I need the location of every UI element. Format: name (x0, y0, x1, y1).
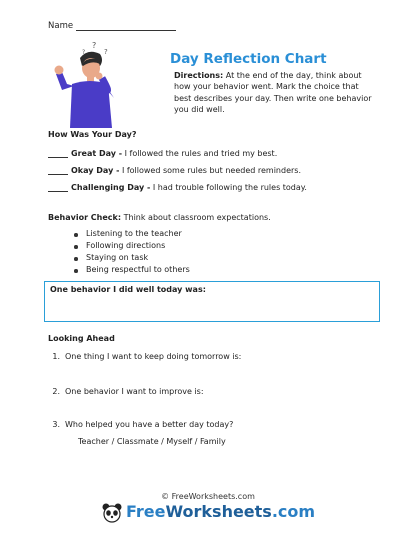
logo-suffix: .com (271, 502, 316, 521)
day-section-heading: How Was Your Day? (48, 130, 137, 139)
question-text: One thing I want to keep doing tomorrow is: (65, 352, 242, 361)
question-text: One behavior I want to improve is: (65, 387, 204, 396)
choice-great-day (48, 148, 277, 158)
name-line[interactable] (76, 21, 176, 31)
choice-title: Great Day - (71, 149, 123, 158)
directions-paragraph (174, 70, 374, 115)
thinking-boy-illustration (42, 38, 132, 130)
footer-url[interactable]: © FreeWorksheets.com (161, 492, 255, 501)
list-item: Staying on task (74, 252, 190, 264)
question-number: 3. (52, 420, 60, 429)
choice-title: Challenging Day - (71, 183, 151, 192)
question-1 (48, 352, 241, 361)
logo-free: Free (125, 502, 166, 521)
looking-ahead-heading: Looking Ahead (48, 334, 115, 343)
choice-blank[interactable] (48, 182, 68, 192)
logo-worksheets: Worksheets (165, 502, 272, 521)
choice-okay-day (48, 165, 301, 175)
list-item: Being respectful to others (74, 264, 190, 276)
list-item: Listening to the teacher (74, 228, 190, 240)
question-2 (48, 387, 204, 396)
svg-text:?: ? (92, 41, 97, 50)
behavior-check (48, 213, 271, 222)
behavior-check-text: Think about classroom expectations. (123, 213, 271, 222)
expectations-list (74, 228, 190, 276)
panda-icon (101, 503, 123, 523)
choice-desc: I followed the rules and tried my best. (124, 149, 278, 158)
list-item: Following directions (74, 240, 190, 252)
name-label: Name (48, 21, 74, 31)
directions-text: At the end of the day, think about how your behavior went. Mark the choice that best describes your day. Then write one behavior you did well. (174, 71, 372, 115)
choice-title: Okay Day - (71, 166, 120, 175)
svg-text:?: ? (104, 48, 108, 56)
directions-label: Directions: (174, 71, 224, 80)
choice-blank[interactable] (48, 148, 68, 158)
site-logo[interactable] (0, 502, 416, 523)
choice-desc: I followed some rules but needed reminders. (121, 166, 301, 175)
question-text: Who helped you have a better day today? (65, 420, 234, 429)
behavior-answer-label: One behavior I did well today was: (50, 285, 206, 294)
question-3 (48, 420, 233, 429)
question-number: 2. (52, 387, 60, 396)
page-title: Day Reflection Chart (170, 51, 327, 67)
choice-blank[interactable] (48, 165, 68, 175)
helper-options: Teacher / Classmate / Myself / Family (78, 437, 226, 446)
behavior-check-label: Behavior Check: (48, 213, 122, 222)
choice-challenging-day (48, 182, 307, 192)
question-number: 1. (52, 352, 60, 361)
name-field-row (48, 21, 176, 31)
choice-desc: I had trouble following the rules today. (152, 183, 307, 192)
svg-text:?: ? (82, 49, 86, 56)
